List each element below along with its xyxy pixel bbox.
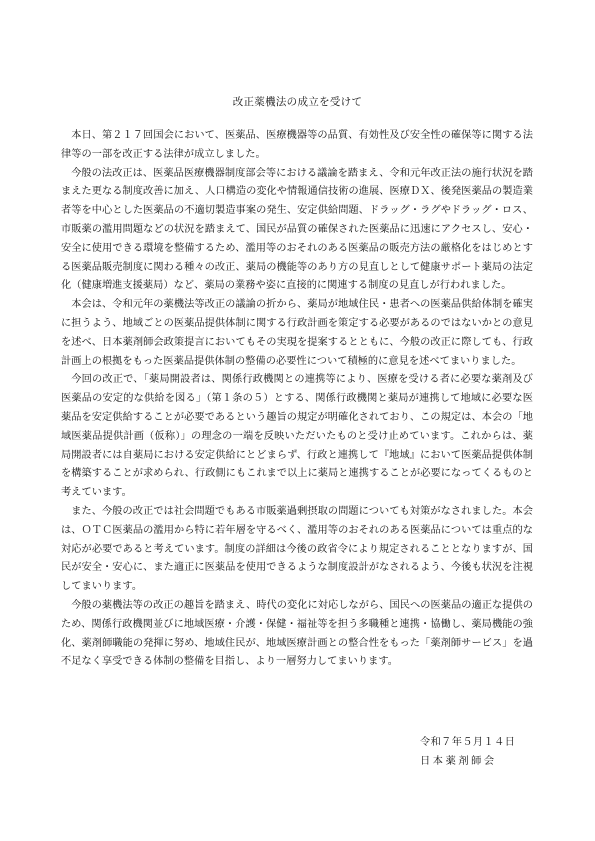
paragraph-2: 今般の法改正は、医薬品医療機器制度部会等における議論を踏まえ、令和元年改正法の施行状況を踏まえた更なる制度改善に加え、人口構造の変化や情報通信技術の進展、医療ＤＸ、後発医薬品の製造業者等を中心とした医薬品の不適切製造事案の発生、安定供給問題、ドラッグ・ラグやドラッグ・ロス、市販薬の濫用問題などの状況を踏まえて、国民が品質の確保された医薬品に迅速にアクセスし、安心・安全に使用できる環境を整備するため、濫用等のおそれのある医薬品の販売方法の厳格化をはじめとする医薬品販売制度に関わる種々の改正、薬局の機能等のあり方の見直しとして健康サポート薬局の法定化（健康増進支援薬局）など、薬局の業務や姿に直接的に関連する制度の見直しが行われました。 xyxy=(61,167,533,292)
paragraph-6: 今般の薬機法等の改正の趣旨を踏まえ、時代の変化に対応しながら、国民への医薬品の適正な提供のため、関係行政機関並びに地域医療・介護・保健・福祉等を担う多職種と連携・協働し、薬局機能の強化、薬剤師職能の発揮に努め、地域住民が、地域医療計画との整合性をもった「薬剤師サービス」を過不足なく享受できる体制の整備を目指し、より一層努力してまいります。 xyxy=(61,599,533,668)
signature-date: 令和７年５月１４日 xyxy=(420,737,516,748)
paragraph-1: 本日、第２１７回国会において、医薬品、医療機器等の品質、有効性及び安全性の確保等に関する法律等の一部を改正する法律が成立しました。 xyxy=(61,130,533,160)
paragraph-5: また、今般の改正では社会問題でもある市販薬過剰摂取の問題についても対策がなされました。本会は、ＯＴＣ医薬品の濫用から特に若年層を守るべく、濫用等のおそれのある医薬品については重点的な対応が必要であると考えています。制度の詳細は今後の政省令により規定されることとなりますが、国民が安全・安心に、また適正に医薬品を使用できるような制度設計がなされるよう、今後も状況を注視してまいります。 xyxy=(61,505,533,593)
document-body xyxy=(61,127,533,672)
paragraph-4: 今回の改正で、「薬局開設者は、関係行政機関との連携等により、医療を受ける者に必要な薬剤及び医薬品の安定的な供給を図る」（第１条の５）とする、関係行政機関と薬局が連携して地域に必要な医薬品を安定供給することが必要であるという趣旨の規定が明確化されており、この規定は、本会の「地域医薬品提供計画（仮称）」の理念の一端を反映いただいたものと受け止めています。これからは、薬局開設者には自薬局における安定供給にとどまらず、行政と連携して『地域』において医薬品提供体制を構築することが求められ、行政側にもこれまで以上に薬局と連携することが必要になってくるものと考えています。 xyxy=(61,374,533,499)
signature-organization: 日本薬剤師会 xyxy=(420,756,497,767)
paragraph-3: 本会は、令和元年の薬機法等改正の議論の折から、薬局が地域住民・患者への医薬品供給体制を確実に担うよう、地域ごとの医薬品提供体制に関する行政計画を策定する必要があるのではないかとの意見を述べ、日本薬剤師会政策提言においてもその実現を提案するとともに、今般の改正に際しても、行政計画上の根拠をもった医薬品提供体制の整備の必要性について積極的に意見を述べてまいりました。 xyxy=(61,299,533,367)
document-title: 改正薬機法の成立を受けて xyxy=(232,96,363,108)
